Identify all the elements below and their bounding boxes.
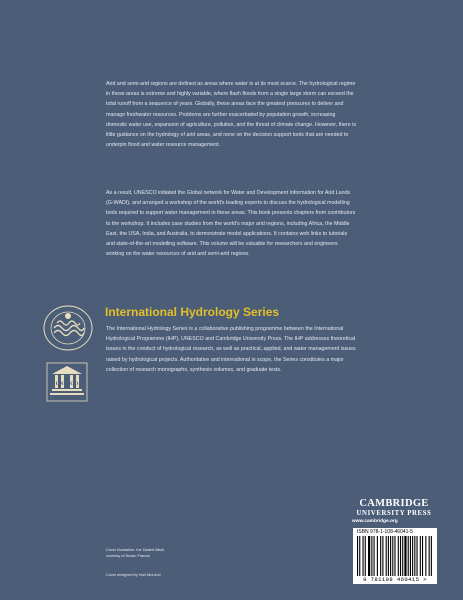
- publisher-url: www.cambridge.org: [352, 519, 398, 524]
- unesco-logo: [46, 362, 88, 402]
- isbn-label: ISBN 978-1-108-46041-5: [357, 529, 413, 535]
- barcode-digits: 9 781108 460415 >: [363, 576, 427, 583]
- design-credit: Cover designed by Hart McLeod: [106, 573, 161, 577]
- description-paragraph-1: Arid and semi-arid regions are defined as areas where water is at its most scarce. The hydrological regime in these areas is extreme and highly variable, where flash floods from a single large storm can exceed the total runoff from a sequence of years. Globally, these areas face the greatest pressures to deliver and manage freshwater resources. Problems are further exacerbated by population growth, increasing domestic water use, expansion of agriculture, pollution, and the threat of climate change. However, there is little guidance on the hydrology of arid areas, and none on the decision support tools that are needed to underpin flood and water resource management.: [106, 81, 356, 149]
- unesco-logo-text: UNESCO: [55, 381, 79, 387]
- illustration-credit-line-2: courtesy of Susan Francis: [106, 554, 150, 558]
- publisher-name-line-2: UNIVERSITY PRESS: [356, 510, 432, 517]
- series-description: The International Hydrology Series is a collaborative publishing programme between the International Hydrological Programme (IHP), UNESCO and Cambridge University Press. The IHP addresses theoretical issues in the conduct of hydrological research, as well as practical, applied, and water management issues raised by hydrological projects. Authoritative and international in scope, the Series constitutes a major collection of research monographs, synthesis volumes, and graduate texts.: [106, 326, 356, 373]
- publisher-name-line-1: CAMBRIDGE: [359, 498, 429, 509]
- series-title: International Hydrology Series: [105, 305, 280, 319]
- description-paragraph-2: As a result, UNESCO initiated the Global network for Water and Development Information for Arid Lands (G-WADI), and arranged a workshop of the world's leading experts to discuss the hydrological modelling tools required to support water management in these areas. This book presents chapters from contributors to the workshop. It includes case studies from the world's major arid regions, including Africa, the Middle East, the USA, India, and Australia, to demonstrate model applications. It contains web links to tutorials and state-of-the-art modelling software. This volume will be valuable for researchers and engineers working on the water resources of arid and semi-arid regions.: [106, 190, 356, 258]
- barcode: [353, 528, 437, 584]
- ihp-logo: [42, 304, 94, 352]
- illustration-credit-line-1: Cover illustration: the Daded Wadi,: [106, 548, 165, 552]
- barcode-bars: [356, 536, 434, 576]
